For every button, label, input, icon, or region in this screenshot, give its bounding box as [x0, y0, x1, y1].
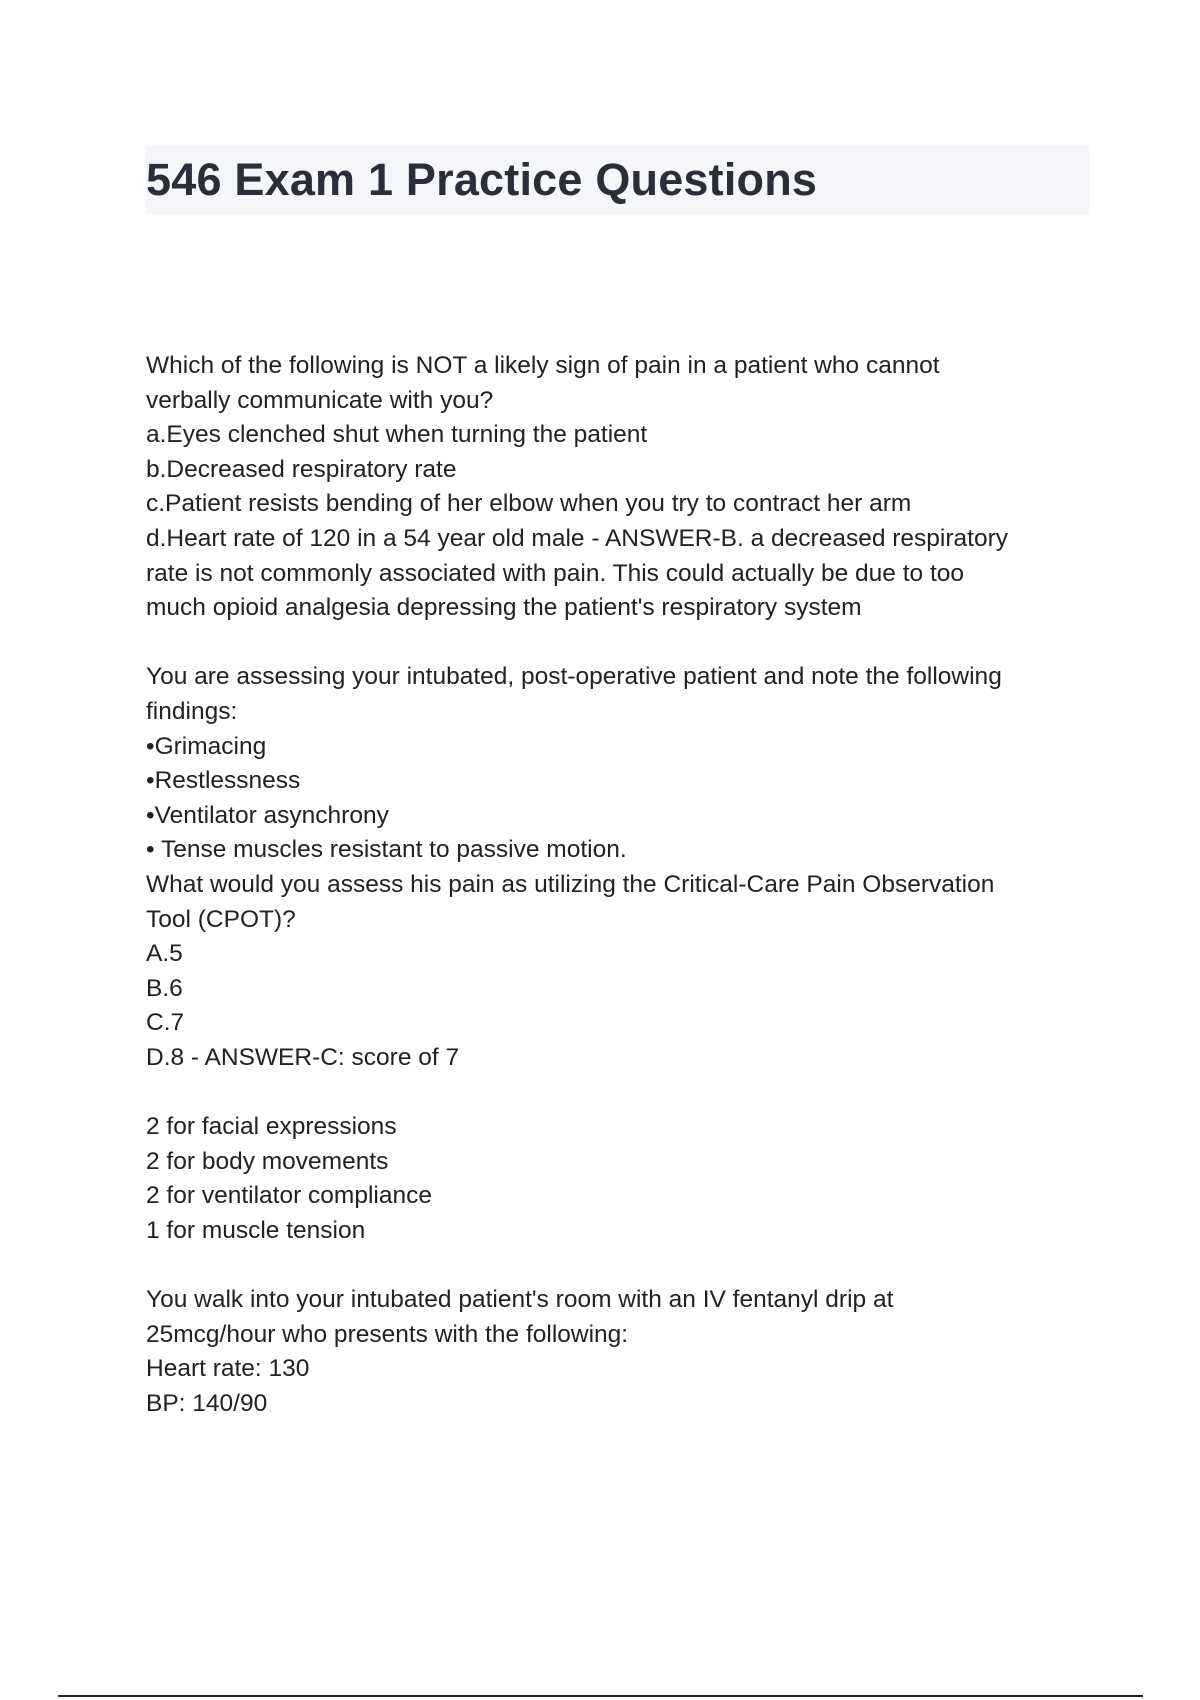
text-line: Tool (CPOT)? [146, 905, 296, 933]
vital-sign: Heart rate: 130 [146, 1355, 310, 1383]
score-item: 1 for muscle tension [146, 1216, 366, 1244]
score-item: 2 for ventilator compliance [146, 1182, 432, 1210]
finding-item: •Ventilator asynchrony [146, 801, 389, 829]
question-block-3 [146, 1283, 1086, 1421]
score-breakdown [146, 1110, 1086, 1248]
answer-option: C.7 [146, 1009, 185, 1037]
text-line: You are assessing your intubated, post-operative patient and note the following [146, 663, 1002, 691]
answer-option: b.Decreased respiratory rate [146, 455, 457, 483]
text-line: findings: [146, 697, 238, 725]
finding-item: •Grimacing [146, 732, 267, 760]
text-line: 25mcg/hour who presents with the following: [146, 1320, 629, 1348]
text-line: You walk into your intubated patient's room with an IV fentanyl drip at [146, 1286, 894, 1314]
footer-divider [58, 1695, 1143, 1697]
answer-option: B.6 [146, 974, 183, 1002]
vital-sign: BP: 140/90 [146, 1389, 268, 1417]
text-line: What would you assess his pain as utilizing the Critical-Care Pain Observation [146, 870, 995, 898]
text-line: verbally communicate with you? [146, 386, 494, 414]
document-body [146, 349, 1086, 1421]
answer-option: d.Heart rate of 120 in a 54 year old male - ANSWER-B. a decreased respiratory [146, 524, 1008, 552]
title-banner [146, 146, 1090, 214]
answer-option: a.Eyes clenched shut when turning the patient [146, 421, 648, 449]
finding-item: •Restlessness [146, 767, 301, 795]
question-block-1 [146, 349, 1086, 626]
score-item: 2 for facial expressions [146, 1113, 397, 1141]
score-item: 2 for body movements [146, 1147, 389, 1175]
answer-option: A.5 [146, 940, 183, 968]
answer-explanation: rate is not commonly associated with pain. This could actually be due to too [146, 559, 965, 587]
page-title: 546 Exam 1 Practice Questions [146, 154, 818, 205]
answer-option: c.Patient resists bending of her elbow when you try to contract her arm [146, 490, 912, 518]
text-line: Which of the following is NOT a likely sign of pain in a patient who cannot [146, 352, 940, 379]
finding-item: • Tense muscles resistant to passive motion. [146, 836, 627, 864]
answer-option: D.8 - ANSWER-C: score of 7 [146, 1043, 460, 1071]
paragraph-gap [146, 626, 1086, 661]
answer-explanation: much opioid analgesia depressing the patient's respiratory system [146, 594, 862, 622]
paragraph-gap [146, 1248, 1086, 1283]
paragraph-gap [146, 1075, 1086, 1110]
question-block-2 [146, 660, 1086, 1075]
